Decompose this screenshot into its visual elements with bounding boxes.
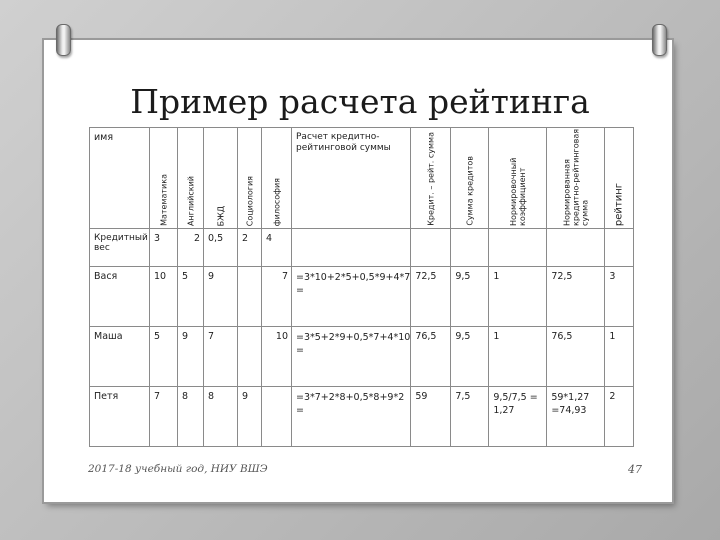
table-row: Петя 7 8 8 9 =3*7+2*8+0,5*8+9*2 = 59 7,5 9,5/7,5 = 1,27 59*1,27 =74,93 2 [90,387,634,447]
weight-english: 2 [178,229,204,267]
table-row: Вася 10 5 9 7 =3*10+2*5+0,5*9+4*7 = 72,5 9,5 1 72,5 3 [90,267,634,327]
header-english: Английский [178,128,204,229]
header-calc: Расчет кредитно-рейтинговой суммы [292,128,411,229]
header-norm-sum: Нормированная кредитно-рейтинговая сумма [547,128,605,229]
footer-text: 2017-18 учебный год, НИУ ВШЭ [88,463,268,475]
page-number: 47 [628,463,642,476]
header-philosophy: философия [262,128,292,229]
slide-title: Пример расчета рейтинга [130,82,590,121]
rating-table [89,127,634,447]
binder-pin-left-icon [56,24,71,56]
table-row: Маша 5 9 7 10 =3*5+2*9+0,5*7+4*10 = 76,5 9,5 1 76,5 1 [90,327,634,387]
header-bzhd: БЖД [204,128,238,229]
weight-philosophy: 4 [262,229,292,267]
header-norm-coef: Нормировочный коэффициент [489,128,547,229]
header-rating: рейтинг [605,128,634,229]
header-sociology: Социология [238,128,262,229]
weight-math: 3 [150,229,178,267]
weight-bzhd: 0,5 [204,229,238,267]
weights-label: Кредитный вес [90,229,150,267]
header-math: Математика [150,128,178,229]
header-credits-sum: Сумма кредитов [451,128,489,229]
header-row [90,128,634,229]
weight-sociology: 2 [238,229,262,267]
weights-row [90,229,634,267]
header-credit-sum: Кредит. – рейт. сумма [411,128,451,229]
header-name: имя [90,128,150,229]
binder-pin-right-icon [652,24,667,56]
